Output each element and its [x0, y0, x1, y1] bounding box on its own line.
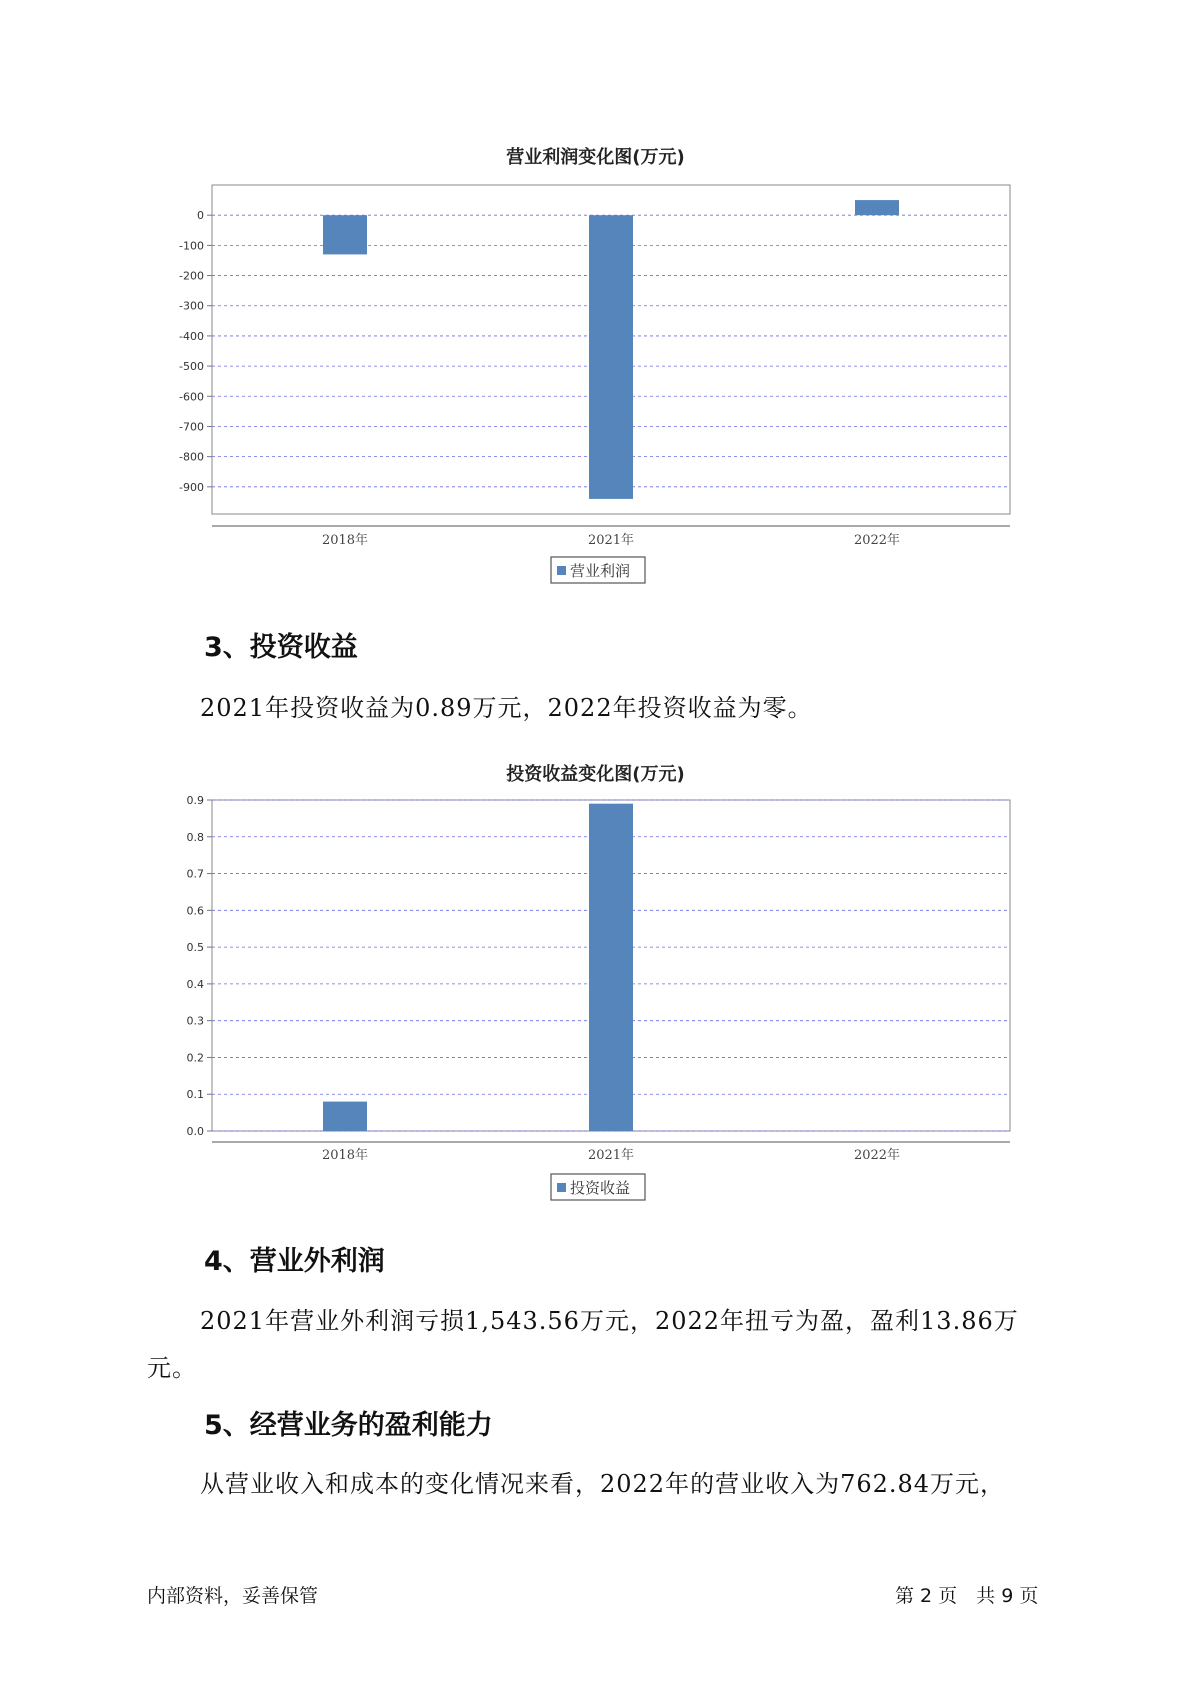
- y-tick-label: -700: [179, 420, 204, 434]
- y-tick-label: 0: [197, 209, 204, 223]
- x-tick-label: 2022年: [853, 1148, 901, 1163]
- legend-label: 营业利润: [570, 562, 631, 580]
- legend-swatch: [557, 1183, 566, 1192]
- section-heading-investment: 3、投资收益: [204, 632, 358, 663]
- y-tick-label: -500: [179, 360, 204, 374]
- x-tick-label: 2022年: [853, 533, 901, 548]
- y-tick-label: -900: [179, 480, 204, 494]
- y-tick-label: 0.0: [186, 1125, 204, 1138]
- legend-label: 投资收益: [570, 1179, 631, 1197]
- y-tick-label: -100: [179, 239, 204, 253]
- investment-income-chart-title: 投资收益变化图(万元): [506, 764, 685, 785]
- section-heading-non-operating: 4、营业外利润: [204, 1246, 385, 1277]
- y-tick-label: 0.6: [186, 904, 204, 918]
- y-tick-label: 0.8: [186, 830, 204, 844]
- y-tick-label: -300: [179, 299, 204, 313]
- y-tick-label: -600: [179, 390, 204, 404]
- operating-profit-chart-title: 营业利润变化图(万元): [506, 147, 685, 168]
- y-tick-label: -400: [179, 329, 204, 343]
- y-tick-label: 0.4: [186, 977, 204, 991]
- y-tick-label: 0.3: [186, 1014, 204, 1028]
- y-tick-label: -200: [179, 269, 204, 283]
- x-tick-label: 2021年: [587, 1148, 635, 1163]
- x-tick-label: 2021年: [587, 533, 635, 548]
- footer-page-number: 第 2 页 共 9 页: [895, 1585, 1039, 1607]
- y-tick-label: 0.9: [186, 794, 204, 807]
- profitability-paragraph: 从营业收入和成本的变化情况来看，2022年的营业收入为762.84万元，: [200, 1470, 1006, 1498]
- y-tick-label: 0.7: [186, 867, 204, 881]
- y-tick-label: 0.1: [186, 1088, 204, 1102]
- footer-confidential-note: 内部资料，妥善保管: [147, 1585, 319, 1607]
- x-tick-label: 2018年: [321, 1148, 369, 1163]
- section-heading-profitability: 5、经营业务的盈利能力: [204, 1410, 493, 1441]
- bar: [323, 1102, 367, 1131]
- non-operating-paragraph-line1: 2021年营业外利润亏损1,543.56万元，2022年扭亏为盈，盈利13.86万: [200, 1307, 1019, 1335]
- y-tick-label: 0.5: [186, 941, 204, 955]
- y-tick-label: 0.2: [186, 1051, 204, 1065]
- y-tick-label: -800: [179, 450, 204, 464]
- investment-paragraph: 2021年投资收益为0.89万元，2022年投资收益为零。: [200, 694, 813, 722]
- non-operating-paragraph-line2: 元。: [147, 1354, 197, 1382]
- bar: [589, 804, 633, 1131]
- x-tick-label: 2018年: [321, 533, 369, 548]
